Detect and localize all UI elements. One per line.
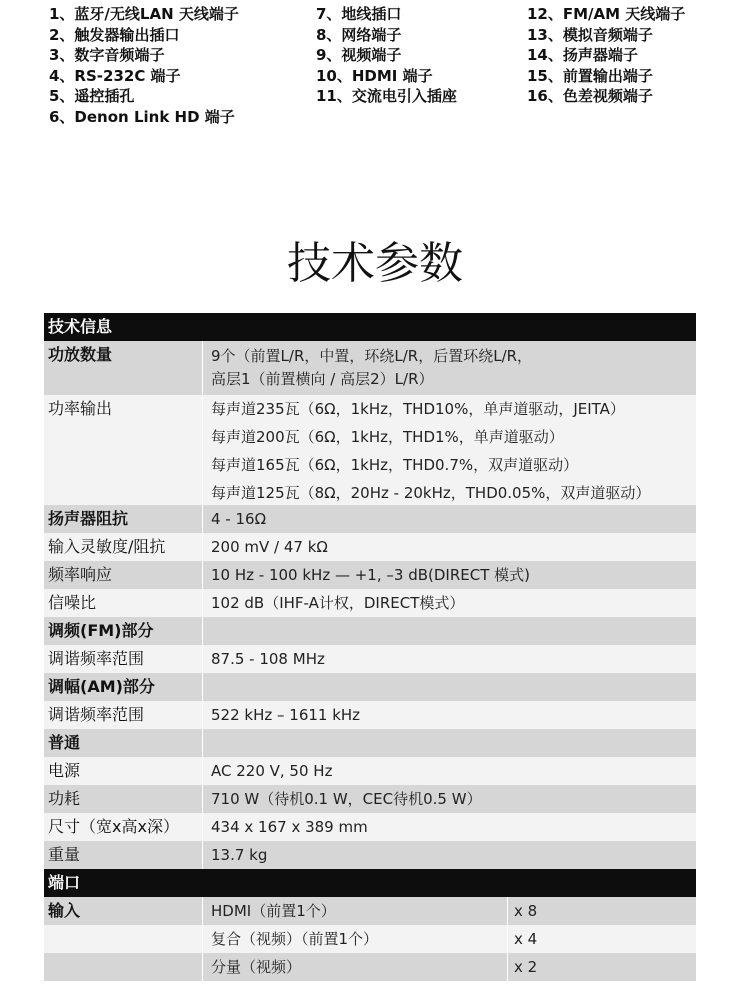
spec-label: 输入灵敏度/阻抗 [44,533,203,561]
spec-row-dimensions [44,813,696,841]
spec-value [203,841,696,869]
section-label: 端口 [48,873,81,892]
port-name [203,953,508,981]
spec-row-am-range [44,701,696,729]
spec-row-power-output [44,395,696,505]
legend-item: 2、触发器输出插口 [49,25,180,44]
spec-value [203,589,696,617]
legend-item: 12、FM/AM 天线端子 [527,5,686,23]
legend-item: 15、前置输出端子 [527,66,653,85]
spec-value [203,561,696,589]
spec-value [203,533,696,561]
port-count: x 4 [514,930,538,948]
spec-value [203,701,696,729]
spec-row-weight [44,841,696,869]
spec-value-line: 4 - 16Ω [211,510,267,528]
legend-item: 10、HDMI 端子 [316,66,433,85]
legend-column-1 [49,4,239,127]
spec-value-line: 434 x 167 x 389 mm [211,818,368,836]
spec-row-frequency-response [44,561,696,589]
spec-row-fm-section [44,617,696,645]
spec-row-power-supply [44,757,696,785]
spec-value-line: 200 mV / 47 kΩ [211,538,328,556]
section-label: 技术信息 [48,317,113,336]
spec-value [203,673,696,701]
legend-item: 1、蓝牙/无线LAN 天线端子 [49,5,239,23]
port-count: x 8 [514,902,538,920]
port-row [44,925,696,953]
spec-row-snr [44,589,696,617]
spec-label: 重量 [44,841,203,869]
spec-value-line: AC 220 V, 50 Hz [211,762,333,780]
legend-item: 8、网络端子 [316,25,402,44]
legend-item: 14、扬声器端子 [527,46,638,64]
spec-value-line: 每声道165瓦（6Ω，1kHz，THD0.7%，双声道驱动） [211,456,579,474]
spec-value-line: 9个（前置L/R，中置，环绕L/R，后置环绕L/R， [211,347,533,365]
spec-value-line [211,673,696,701]
spec-value-line: 522 kHz – 1611 kHz [211,706,361,724]
spec-label: 普通 [44,729,203,757]
spec-row-sensitivity [44,533,696,561]
legend-item: 4、RS-232C 端子 [49,66,181,85]
spec-value-line: 高层1（前置横向 / 高层2）L/R） [211,370,434,388]
spec-value-line: 102 dB（IHF-A计权，DIRECT模式） [211,594,465,612]
port-count: x 2 [514,958,538,976]
spec-value-line [211,617,696,645]
spec-value [203,645,696,673]
spec-value [203,813,696,841]
legend-item: 16、色差视频端子 [527,87,653,105]
spec-row-impedance [44,505,696,533]
spec-label: 功耗 [44,785,203,813]
spec-row-am-section [44,673,696,701]
spec-value [203,341,696,395]
spec-label: 调频(FM)部分 [44,617,203,645]
section-header-tech [44,313,696,341]
legend-item: 7、地线插口 [316,5,402,23]
port-legend [0,4,750,128]
spec-label: 功率输出 [44,395,203,505]
page-title: 技术参数 [287,238,463,289]
spec-row-amp-count [44,341,696,395]
section-header-ports [44,869,696,897]
spec-value-line: 每声道125瓦（8Ω，20Hz - 20kHz，THD0.05%，双声道驱动） [211,484,651,502]
legend-item: 6、Denon Link HD 端子 [49,107,235,126]
legend-item: 9、视频端子 [316,46,402,64]
spec-label: 调谐频率范围 [44,645,203,673]
spec-row-fm-range [44,645,696,673]
spec-value [203,505,696,533]
spec-value-line: 复合（视频）（前置1个） [211,930,379,948]
legend-item: 3、数字音频端子 [49,46,165,64]
spec-value-line: 每声道200瓦（6Ω，1kHz，THD1%，单声道驱动） [211,428,564,446]
spec-value [203,757,696,785]
spec-label: 功放数量 [44,341,203,395]
legend-item: 5、遥控插孔 [49,87,135,105]
spec-row-power-consumption [44,785,696,813]
spec-label: 调谐频率范围 [44,701,203,729]
spec-value [203,395,696,505]
legend-item: 13、模拟音频端子 [527,25,653,44]
port-name [203,897,508,925]
spec-label: 输入 [44,897,203,925]
spec-label [44,953,203,981]
spec-value-line: 每声道235瓦（6Ω，1kHz，THD10%，单声道驱动，JEITA） [211,400,625,418]
spec-label: 扬声器阻抗 [44,505,203,533]
spec-value-line: 710 W（待机0.1 W，CEC待机0.5 W） [211,790,482,808]
spec-table [44,313,696,981]
port-name [203,925,508,953]
spec-label [44,925,203,953]
spec-value-line: 分量（视频） [211,958,302,976]
port-row [44,953,696,981]
spec-row-general-section [44,729,696,757]
spec-value [203,617,696,645]
spec-value-line: HDMI（前置1个） [211,902,336,920]
spec-label: 调幅(AM)部分 [44,673,203,701]
spec-label: 频率响应 [44,561,203,589]
spec-value-line: 13.7 kg [211,846,268,864]
port-row [44,897,696,925]
spec-value-line [211,729,696,757]
spec-label: 信噪比 [44,589,203,617]
legend-column-3 [527,4,685,107]
spec-value-line: 10 Hz - 100 kHz — +1, –3 dB(DIRECT 模式) [211,566,530,584]
spec-label: 电源 [44,757,203,785]
spec-value [203,785,696,813]
spec-label: 尺寸（宽x高x深） [44,813,203,841]
legend-column-2 [316,4,457,107]
spec-value [203,729,696,757]
spec-value-line: 87.5 - 108 MHz [211,650,325,668]
legend-item: 11、交流电引入插座 [316,87,457,105]
